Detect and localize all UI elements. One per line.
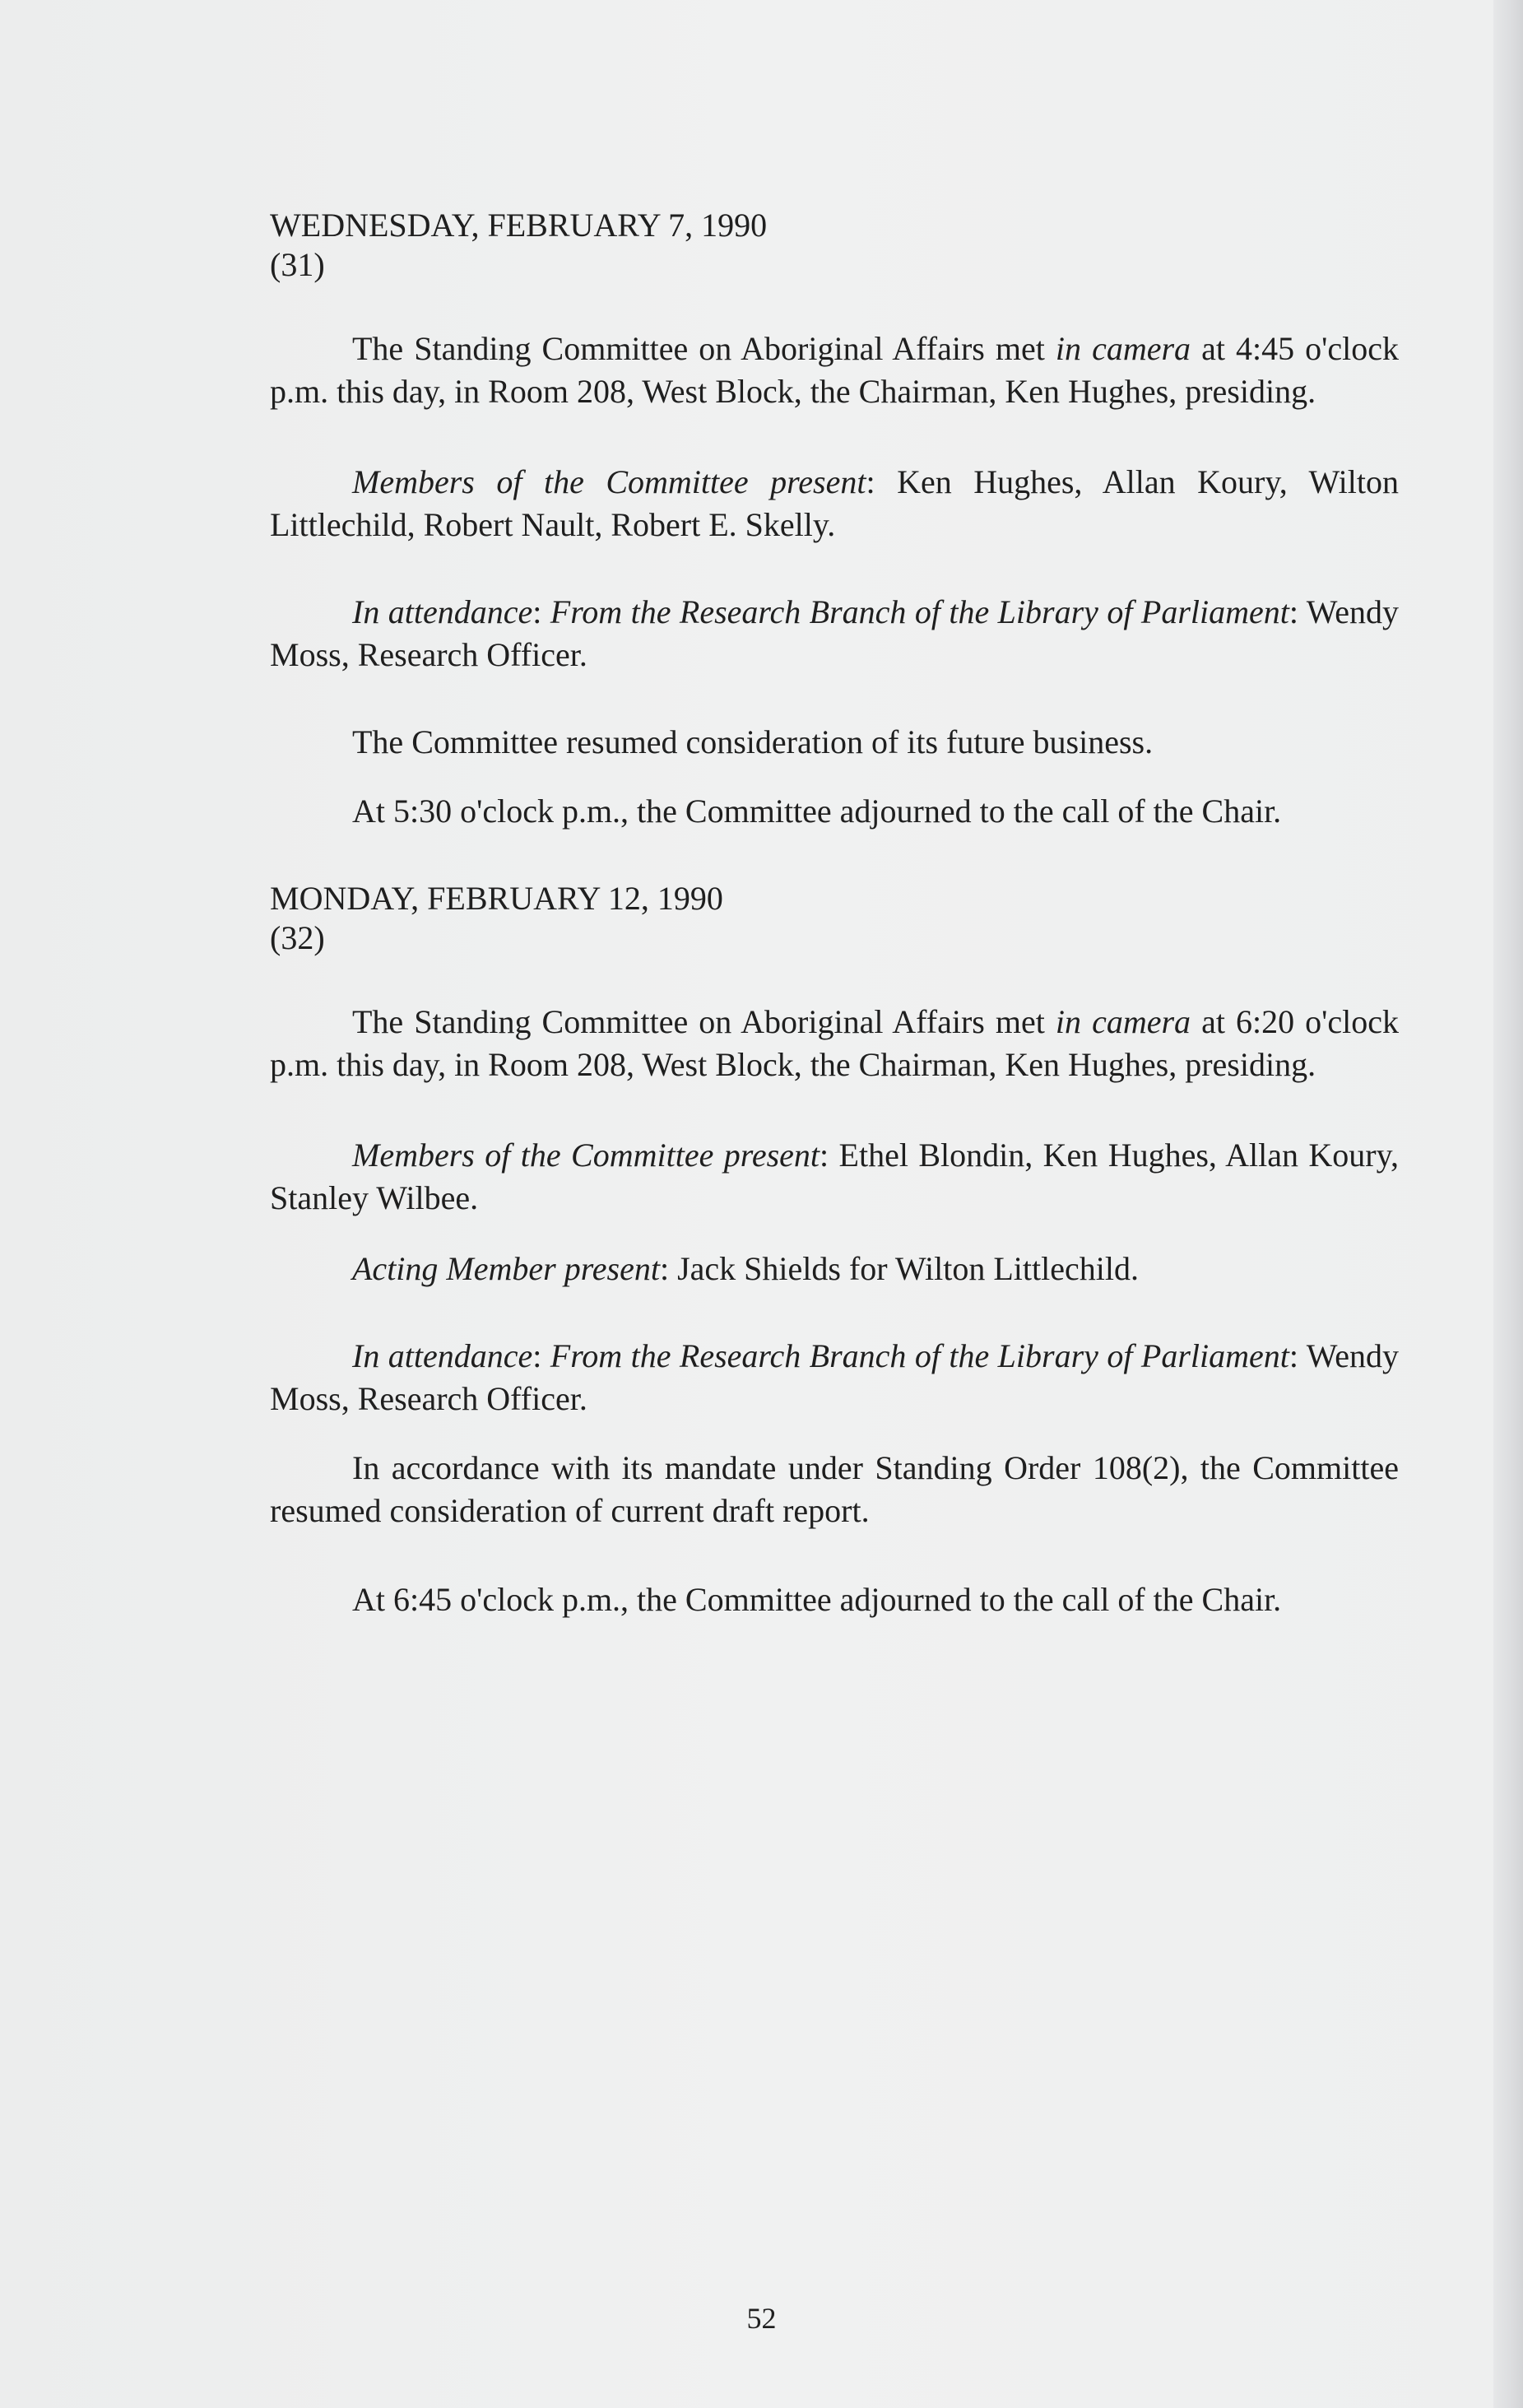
minutes-content [270, 206, 1399, 1621]
section-2-adjourn-paragraph: At 6:45 o'clock p.m., the Committee adjourned to the call of the Chair. [352, 1581, 1282, 1618]
section-1-business-paragraph: The Committee resumed consideration of its future business. [352, 723, 1154, 760]
section-1-date: WEDNESDAY, FEBRUARY 7, 1990 [270, 207, 768, 244]
section-2-mandate-paragraph: In accordance with its mandate under Standing Order 108(2), the Committee resumed consideration of current draft report. [270, 1449, 1399, 1529]
page-number: 52 [746, 2302, 777, 2335]
section-1-meeting-paragraph: The Standing Committee on Aboriginal Affairs met in camera at 4:45 o'clock p.m. this day, in Room 208, West Block, the Chairman, Ken Hughes, presiding. [270, 330, 1399, 410]
section-2-members-paragraph: Members of the Committee present: Ethel Blondin, Ken Hughes, Allan Koury, Stanley Wilbee. [270, 1137, 1399, 1216]
page-edge-shadow [1493, 0, 1523, 2408]
section-1-attendance-paragraph: In attendance: From the Research Branch of the Library of Parliament: Wendy Moss, Research Officer. [270, 593, 1399, 673]
section-1 [270, 206, 1399, 833]
section-2-attendance-paragraph: In attendance: From the Research Branch of the Library of Parliament: Wendy Moss, Research Officer. [270, 1337, 1399, 1417]
section-2-number: (32) [270, 919, 325, 956]
section-1-number: (31) [270, 246, 325, 283]
section-1-members-paragraph: Members of the Committee present: Ken Hughes, Allan Koury, Wilton Littlechild, Robert Nault, Robert E. Skelly. [270, 463, 1400, 543]
section-2 [270, 879, 1399, 1621]
section-2-acting-paragraph: Acting Member present: Jack Shields for Wilton Littlechild. [352, 1250, 1139, 1287]
section-1-adjourn-paragraph: At 5:30 o'clock p.m., the Committee adjourned to the call of the Chair. [352, 793, 1282, 830]
section-2-meeting-paragraph: The Standing Committee on Aboriginal Affairs met in camera at 6:20 o'clock p.m. this day, in Room 208, West Block, the Chairman, Ken Hughes, presiding. [270, 1003, 1399, 1083]
section-2-date: MONDAY, FEBRUARY 12, 1990 [270, 880, 723, 917]
